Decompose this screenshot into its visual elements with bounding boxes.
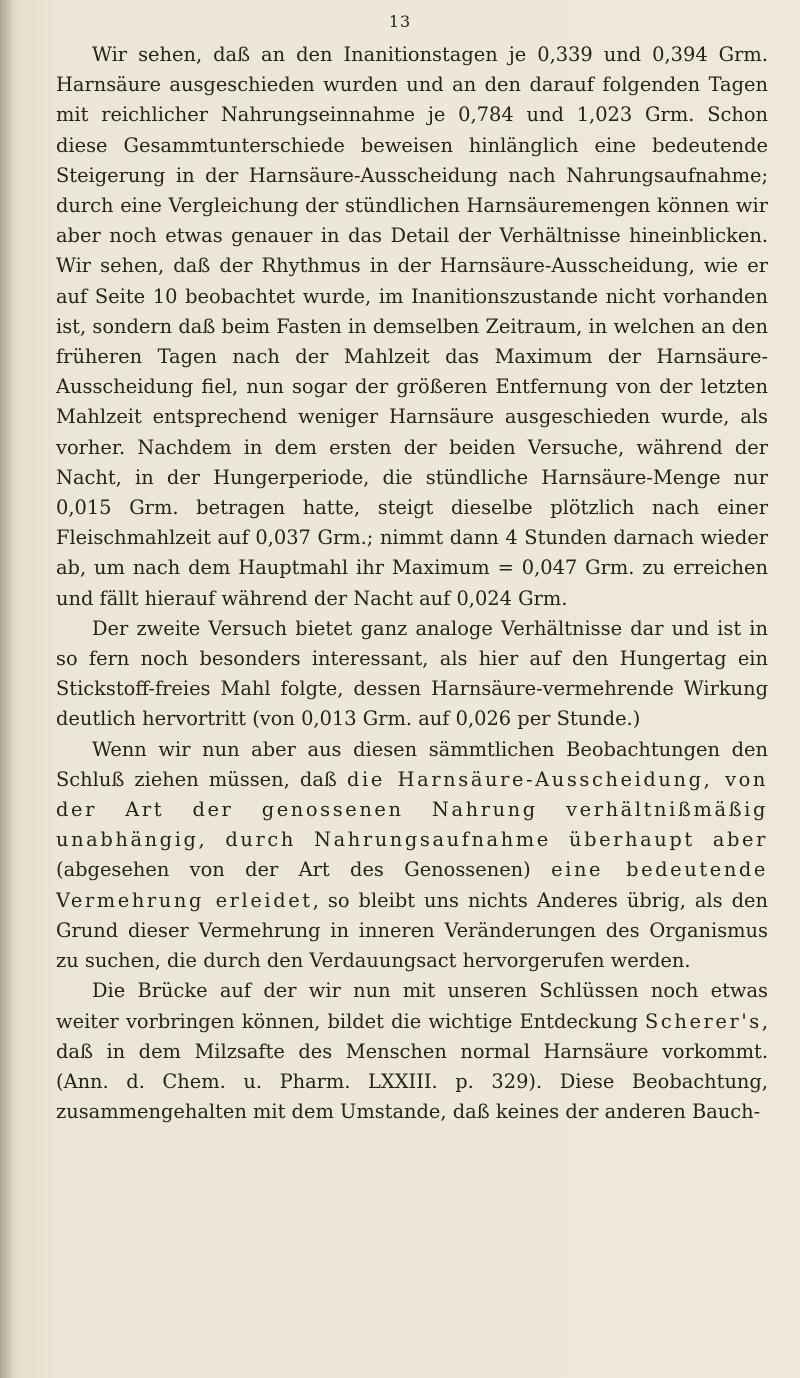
paragraph-2	[56, 614, 768, 735]
paragraph-1-text: Wir sehen, daß an den Inanitionstagen je 0,339 und 0,394 Grm. Harnsäure ausgeschieden wurden und an den darauf folgenden Tagen mit reichlicher Nahrungseinnahme je 0,784 und 1,023 Grm. Schon diese Gesammtunterschiede beweisen hinlänglich eine bedeutende Steigerung in der Harnsäure-Ausscheidung nach Nahrungsaufnahme; durch eine Vergleichung der stündlichen Harnsäuremengen können wir aber noch etwas genauer in das Detail der Verhältnisse hineinblicken. Wir sehen, daß der Rhythmus in der Harnsäure-Ausscheidung, wie er auf Seite 10 beobachtet wurde, im Inanitionszustande nicht vorhanden ist, sondern daß beim Fasten in demselben Zeitraum, in welchen an den früheren Tagen nach der Mahlzeit das Maximum der Harnsäure-Ausscheidung fiel, nun sogar der größeren Entfernung von der letzten Mahlzeit entsprechend weniger Harnsäure ausgeschieden wurde, als vorher. Nachdem in dem ersten der beiden Versuche, während der Nacht, in der Hungerperiode, die stündliche Harnsäure-Menge nur 0,015 Grm. betragen hatte, steigt dieselbe plötzlich nach einer Fleischmahlzeit auf 0,037 Grm.; nimmt dann 4 Stunden darnach wieder ab, um nach dem Hauptmahl ihr Maximum = 0,047 Grm. zu erreichen und fällt hierauf während der Nacht auf 0,024 Grm.	[56, 43, 768, 610]
page-number: 13	[388, 12, 412, 31]
paragraph-4-author-name: Scherer's	[645, 1009, 762, 1033]
paragraph-3-text-a: Wenn wir nun aber aus diesen sämmtlichen Beobachtungen den Schluß ziehen müssen, daß	[56, 737, 768, 791]
paragraph-1	[56, 40, 768, 614]
paragraph-3-emphasis-b: eine bedeutende Vermehrung erleidet	[56, 858, 768, 912]
paragraph-4-text-b: , daß in dem Milzsafte des Menschen normal Harnsäure vorkommt. (Ann. d. Chem. u. Pharm. LXXIII. p. 329). Diese Beobachtung, zusammengehalten mit dem Umstande, daß keines der anderen Bauch-	[56, 1009, 768, 1124]
paragraph-4	[56, 976, 768, 1127]
paragraph-3-text-b: (abgesehen von der Art des Genossenen)	[56, 858, 552, 882]
paragraph-3-emphasis-a: die Harnsäure-Ausscheidung, von der Art der genossenen Nahrung verhältnißmäßig unabhängig, durch Nahrungsaufnahme überhaupt aber	[56, 767, 769, 852]
spine-shadow	[0, 0, 14, 1378]
paragraph-3-text-c: , so bleibt uns nichts Anderes übrig, als den Grund dieser Vermehrung in inneren Veränderungen des Organismus zu suchen, die durch den Verdauungsact hervorgerufen werden.	[56, 888, 768, 973]
body-text	[56, 40, 768, 1127]
paragraph-4-text-a: Die Brücke auf der wir nun mit unseren Schlüssen noch etwas weiter vorbringen können, bildet die wichtige Entdeckung	[56, 979, 768, 1033]
paragraph-3	[56, 735, 768, 977]
paragraph-2-text: Der zweite Versuch bietet ganz analoge Verhältnisse dar und ist in so fern noch besonders interessant, als hier auf den Hungertag ein Stickstoff-freies Mahl folgte, dessen Harnsäure-vermehrende Wirkung deutlich hervortritt (von 0,013 Grm. auf 0,026 per Stunde.)	[56, 616, 768, 731]
